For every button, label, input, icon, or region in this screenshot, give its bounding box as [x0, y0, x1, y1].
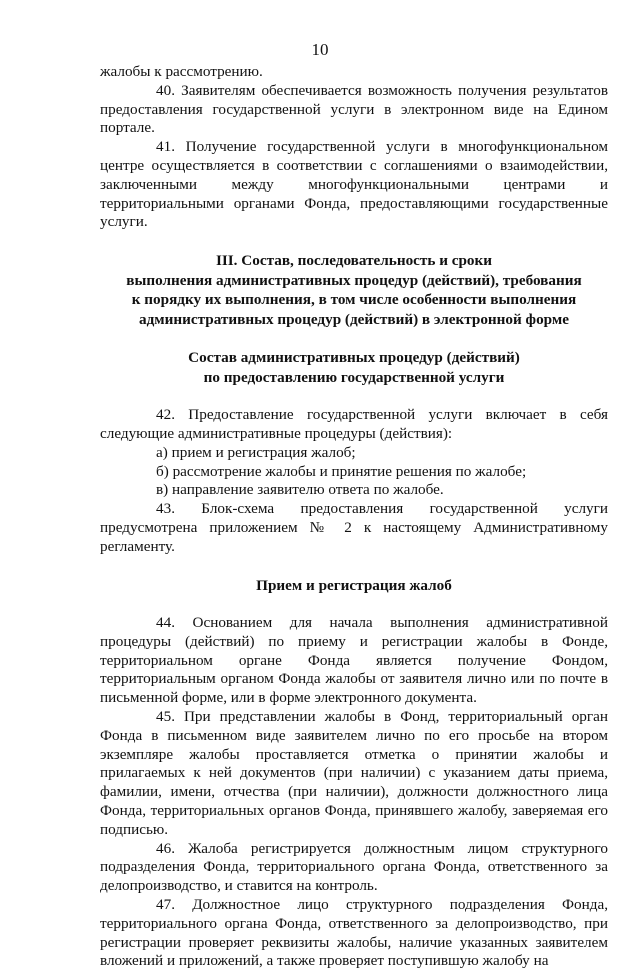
subheading-line: Состав административных процедур (действий) — [188, 349, 520, 367]
paragraph-46: 46. Жалоба регистрируется должностным лицом структурного подразделения Фонда, территориального органа Фонда, ответственного за делопроизводство, и ставится на контроль. — [100, 839, 608, 895]
subheading-line: по предоставлению государственной услуги — [203, 368, 505, 386]
paragraph-43: 43. Блок-схема предоставления государственной услуги предусмотрена приложением № 2 к настоящему Административному регламенту. — [100, 500, 608, 555]
section-heading-line: к порядку их выполнения, в том числе особенности выполнения — [131, 291, 577, 309]
page-number: 10 — [311, 40, 329, 59]
paragraph-continuation: жалобы к рассмотрению. — [100, 63, 263, 80]
paragraph-41: 41. Получение государственной услуги в многофункциональном центре осуществляется в соответствии с соглашениями о взаимодействии, заключенными между многофункциональными центрами и территориальными органами Фонда, предоставляющими государственные услуги. — [100, 138, 608, 231]
list-item: в) направление заявителю ответа по жалобе. — [156, 481, 444, 499]
subheading-composition — [100, 348, 608, 387]
list-item: б) рассмотрение жалобы и принятие решения по жалобе; — [156, 462, 527, 480]
paragraph-47: 47. Должностное лицо структурного подразделения Фонда, территориального органа Фонда, ответственного за делопроизводство, при регистрации проверяет реквизиты жалобы, наличие указанных заявителем вложений и приложений, а также проверяет поступившую жалобу на — [100, 896, 608, 970]
section-heading-line: выполнения административных процедур (действий), требования — [126, 271, 582, 289]
section-heading-line: административных процедур (действий) в электронной форме — [139, 310, 569, 328]
list-item: а) прием и регистрация жалоб; — [156, 443, 356, 461]
section-heading-line: III. Состав, последовательность и сроки — [215, 252, 493, 270]
subheading-registration: Прием и регистрация жалоб — [256, 576, 452, 594]
document-body — [100, 63, 608, 971]
paragraph-45: 45. При представлении жалобы в Фонд, территориальный орган Фонда в письменном виде заявителем лично по его просьбе на втором экземпляре жалобы проставляется отметка о принятии жалобы и прилагаемых к ней документов (при наличии) с указанием даты приема, фамилии, имени, отчества (при наличии), должности должностного лица Фонда, территориальных органов Фонда, принявшего жалобу, заверяемая его подписью. — [100, 708, 608, 838]
paragraph-42: 42. Предоставление государственной услуги включает в себя следующие административные процедуры (действия): — [100, 406, 608, 442]
paragraph-40: 40. Заявителям обеспечивается возможность получения результатов предоставления государственной услуги в электронном виде на Едином портале. — [100, 81, 608, 137]
section-heading — [100, 251, 608, 329]
paragraph-44: 44. Основанием для начала выполнения административной процедуры (действий) по приему и регистрации жалобы в Фонде, территориальном органе Фонда является получение Фондом, территориальным органом Фонда жалобы от заявителя лично или по почте в письменной форме, или в форме электронного документа. — [100, 614, 608, 707]
